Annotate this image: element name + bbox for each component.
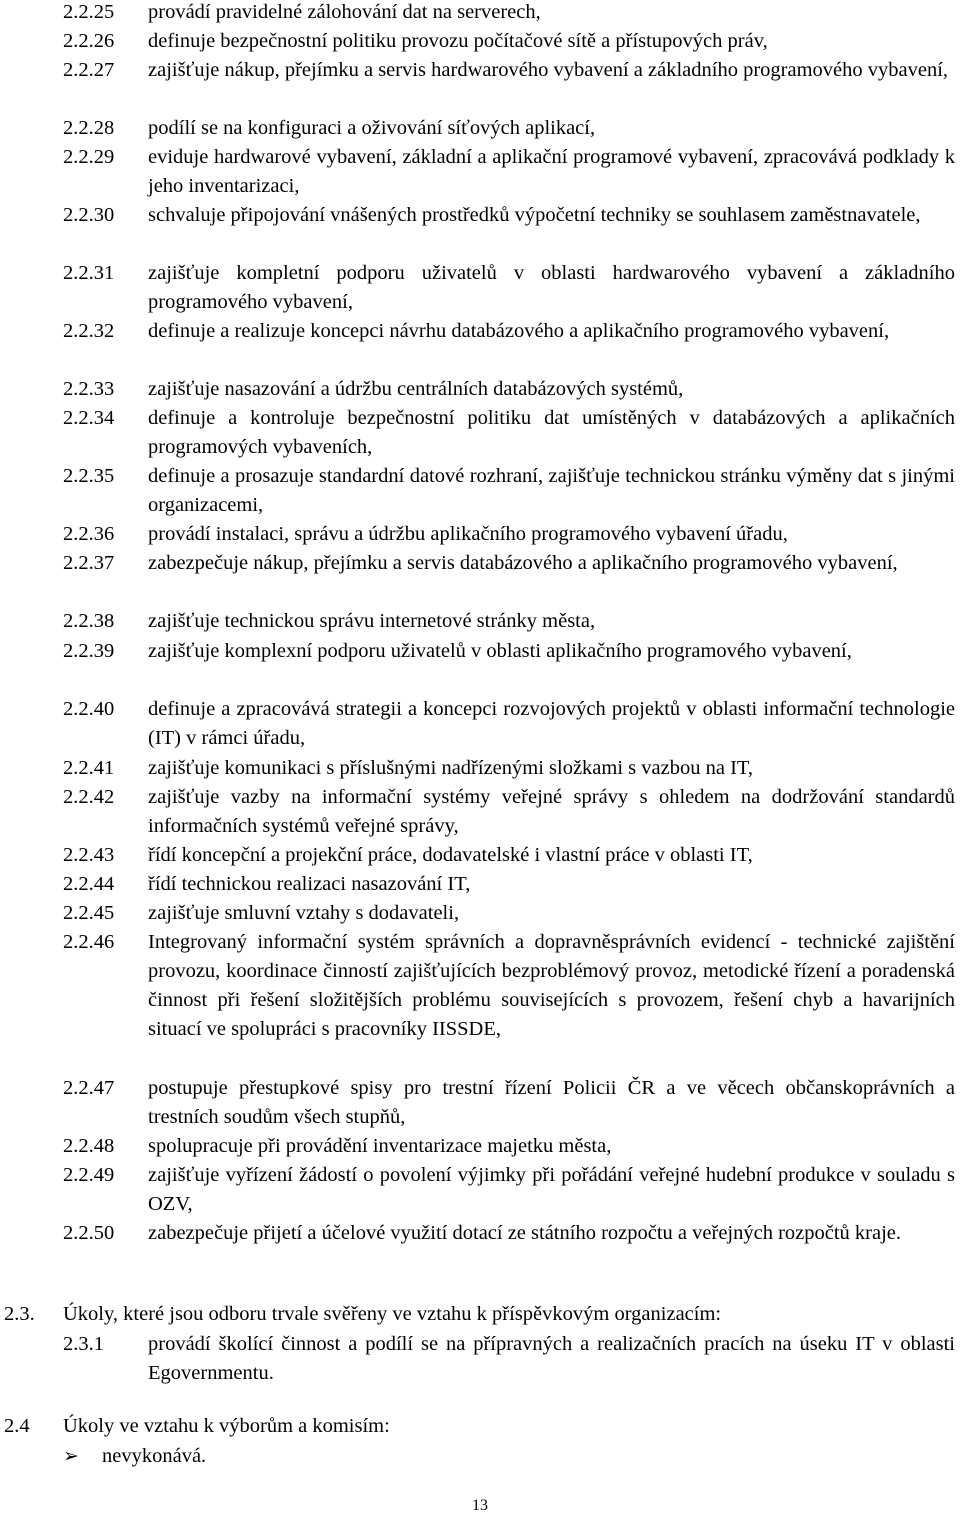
item-number: 2.2.39 <box>63 640 115 662</box>
item-number: 2.2.29 <box>63 146 115 168</box>
item-text: zajišťuje technickou správu internetové stránky města, <box>148 610 596 632</box>
item-text: zajišťuje komplexní podporu uživatelů v oblasti aplikačního programového vybavení, <box>148 640 852 662</box>
item-text: definuje a zpracovává strategii a koncepci rozvojových projektů v oblasti informační technologie (IT) v rámci úřadu, <box>148 698 955 749</box>
item-text: schvaluje připojování vnášených prostředků výpočetní techniky se souhlasem zaměstnavatele, <box>148 204 921 226</box>
arrow-bullet-icon: ➢ <box>63 1445 79 1467</box>
item-number: 2.2.40 <box>63 698 115 720</box>
item-number: 2.2.42 <box>63 786 115 808</box>
item-text: zajišťuje kompletní podporu uživatelů v oblasti hardwarového vybavení a základního programového vybavení, <box>148 262 955 313</box>
item-number: 2.2.46 <box>63 931 115 953</box>
item-text: podílí se na konfiguraci a oživování síťových aplikací, <box>148 117 596 139</box>
item-text: zajišťuje smluvní vztahy s dodavateli, <box>148 902 460 924</box>
item-text: postupuje přestupkové spisy pro trestní řízení Policii ČR a ve věcech občanskoprávních a trestních soudům všech stupňů, <box>148 1077 955 1128</box>
item-text: Integrovaný informační systém správních a dopravněsprávních evidencí - technické zajištění provozu, koordinace činností zajišťujících bezproblémový provoz, metodické řízení a poradenská činnost při řešení složitějších problému souvisejících s provozem, řešení chyb a havarijních situací ve spolupráci s pracovníky IISSDE, <box>148 931 955 1040</box>
item-text: zajišťuje komunikaci s příslušnými nadřízenými složkami s vazbou na IT, <box>148 757 754 779</box>
section-number: 2.4 <box>4 1415 30 1437</box>
item-number: 2.2.34 <box>63 407 115 429</box>
page-number: 13 <box>472 1497 488 1514</box>
item-text: definuje bezpečnostní politiku provozu počítačové sítě a přístupových práv, <box>148 30 768 52</box>
bullet-text: nevykonává. <box>102 1445 207 1467</box>
item-text: řídí koncepční a projekční práce, dodavatelské i vlastní práce v oblasti IT, <box>148 844 753 866</box>
item-number: 2.2.45 <box>63 902 115 924</box>
item-text: řídí technickou realizaci nasazování IT, <box>148 873 471 895</box>
item-number: 2.2.47 <box>63 1077 115 1099</box>
section-number: 2.3. <box>4 1303 35 1325</box>
item-number: 2.2.35 <box>63 465 115 487</box>
item-number: 2.2.43 <box>63 844 115 866</box>
section-title: Úkoly, které jsou odboru trvale svěřeny ve vztahu k příspěvkovým organizacím: <box>63 1303 722 1325</box>
item-number: 2.2.27 <box>63 59 115 81</box>
item-text: zabezpečuje nákup, přejímku a servis databázového a aplikačního programového vybavení, <box>148 552 898 574</box>
item-text: provádí pravidelné zálohování dat na serverech, <box>148 1 541 23</box>
item-number: 2.2.49 <box>63 1164 115 1186</box>
item-number: 2.2.44 <box>63 873 115 895</box>
item-number: 2.2.25 <box>63 1 115 23</box>
item-text: zajišťuje nákup, přejímku a servis hardwarového vybavení a základního programového vybavení, <box>148 59 949 81</box>
item-number: 2.3.1 <box>63 1333 104 1355</box>
item-number: 2.2.50 <box>63 1222 115 1244</box>
item-number: 2.2.32 <box>63 320 115 342</box>
item-number: 2.2.31 <box>63 262 115 284</box>
item-number: 2.2.36 <box>63 523 115 545</box>
item-text: definuje a kontroluje bezpečnostní politiku dat umístěných v databázových a aplikačních programových vybaveních, <box>148 407 955 458</box>
item-number: 2.2.26 <box>63 30 115 52</box>
item-text: zajišťuje vyřízení žádostí o povolení výjimky při pořádání veřejné hudební produkce v souladu s OZV, <box>148 1164 955 1215</box>
item-text: zajišťuje vazby na informační systémy veřejné správy s ohledem na dodržování standardů informačních systémů veřejné správy, <box>148 786 955 837</box>
item-number: 2.2.48 <box>63 1135 115 1157</box>
item-number: 2.2.30 <box>63 204 115 226</box>
item-text: spolupracuje při provádění inventarizace majetku města, <box>148 1135 612 1157</box>
item-text: definuje a realizuje koncepci návrhu databázového a aplikačního programového vybavení, <box>148 320 890 342</box>
item-number: 2.2.37 <box>63 552 115 574</box>
item-text: definuje a prosazuje standardní datové rozhraní, zajišťuje technickou stránku výměny dat s jinými organizacemi, <box>148 465 955 516</box>
item-number: 2.2.38 <box>63 610 115 632</box>
item-text: provádí instalaci, správu a údržbu aplikačního programového vybavení úřadu, <box>148 523 788 545</box>
item-text: zajišťuje nasazování a údržbu centrálních databázových systémů, <box>148 378 684 400</box>
item-number: 2.2.33 <box>63 378 115 400</box>
item-text: zabezpečuje přijetí a účelové využití dotací ze státního rozpočtu a veřejných rozpočtů kraje. <box>148 1222 902 1244</box>
item-text: provádí školící činnost a podílí se na přípravných a realizačních pracích na úseku IT v oblasti Egovernmentu. <box>148 1333 955 1384</box>
section-title: Úkoly ve vztahu k výborům a komisím: <box>63 1415 390 1437</box>
item-number: 2.2.28 <box>63 117 115 139</box>
item-text: eviduje hardwarové vybavení, základní a aplikační programové vybavení, zpracovává podklady k jeho inventarizaci, <box>148 146 955 197</box>
item-number: 2.2.41 <box>63 757 115 779</box>
